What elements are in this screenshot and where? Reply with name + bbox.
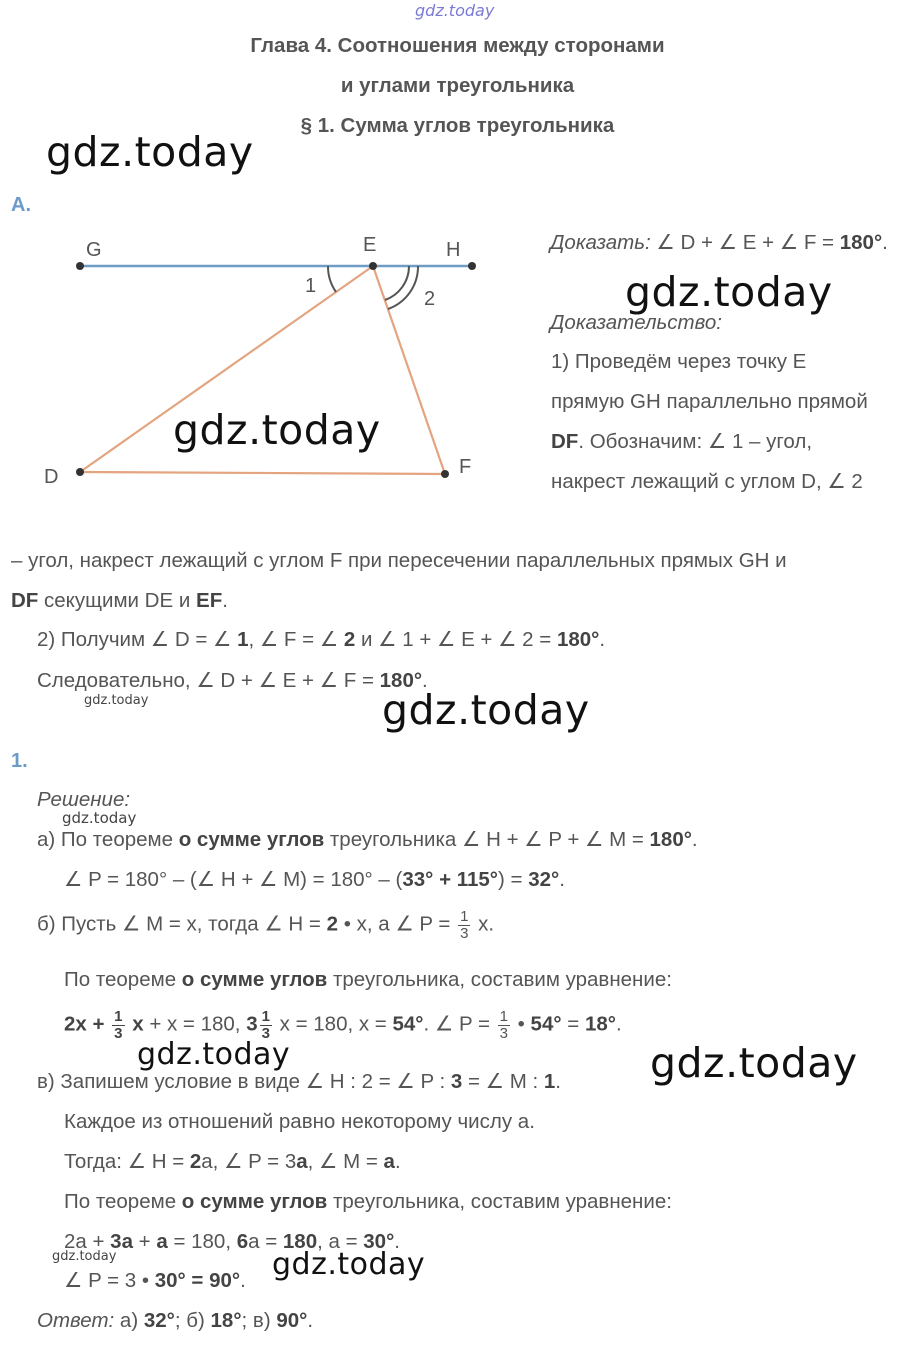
fraction-2: $\frac{1}{3}$ <box>261 1008 270 1042</box>
angle-2-arc-inner <box>385 266 409 300</box>
proof-line-3: DF. Обозначим: ∠ 1 – угол, <box>551 430 813 453</box>
fraction-3: $\frac{1}{3}$ <box>499 1008 508 1042</box>
proof-conclusion: Следовательно, ∠ D + ∠ E + ∠ F = 180°. <box>37 669 428 692</box>
fraction-one-third: $\frac{1}{3}$ <box>460 908 469 942</box>
solution-c-line3: Тогда: ∠ H = 2a, ∠ P = 3a, ∠ M = a. <box>64 1150 401 1173</box>
watermark-3: gdz.today <box>625 268 833 316</box>
label-h: H <box>446 239 461 261</box>
solution-a-line2: ∠ P = 180° – (∠ H + ∠ M) = 180° – (33° + 115°) = 32°. <box>64 868 565 891</box>
watermark-7: gdz.today <box>272 1247 426 1282</box>
label-f: F <box>459 456 472 478</box>
watermark-top: gdz.today <box>415 1 495 20</box>
prove-label: Доказать: <box>550 231 651 254</box>
proof-line-2: прямую GH параллельно прямой <box>551 390 868 413</box>
label-g: G <box>86 239 102 261</box>
fraction-1: $\frac{1}{3}$ <box>114 1008 123 1042</box>
label-angle-1: 1 <box>305 275 317 297</box>
proof-step-2: 2) Получим ∠ D = ∠ 1, ∠ F = ∠ 2 и ∠ 1 + ∠ E + ∠ 2 = 180°. <box>37 628 606 651</box>
proof-line-1: 1) Проведём через точку E <box>551 350 807 373</box>
point-h <box>468 262 476 270</box>
point-f <box>441 470 449 478</box>
solution-c-line4: По теореме о сумме углов треугольника, составим уравнение: <box>64 1190 672 1213</box>
watermark-4: gdz.today <box>382 686 590 734</box>
point-e <box>369 262 377 270</box>
solution-b-line2: По теореме о сумме углов треугольника, составим уравнение: <box>64 968 672 991</box>
watermark-small-3: gdz.today <box>52 1249 117 1264</box>
answer: Ответ: а) 32°; б) 18°; в) 90°. <box>37 1309 314 1332</box>
point-g <box>76 262 84 270</box>
side-df <box>80 472 445 474</box>
section-1-label: 1. <box>11 750 28 772</box>
solution-c-line5: 2a + 3a + a = 180, 6a = 180, a = 30°. <box>64 1230 400 1253</box>
proof-label: Доказательство: <box>550 311 722 334</box>
solution-a-line1: а) По теореме о сумме углов треугольника ∠ H + ∠ P + ∠ M = 180°. <box>37 828 698 851</box>
chapter-title-line2: и углами треугольника <box>340 74 575 97</box>
watermark-6: gdz.today <box>650 1039 858 1087</box>
solution-b-equation: 2x + $\frac{1}{3}$ x + x = 180, 3 $\frac{1}{3}$ x = 180, x = 54°. ∠ P = $\frac{1}{3}$ • 54° = 18°. <box>64 1008 622 1042</box>
watermark-5: gdz.today <box>137 1037 291 1072</box>
answer-label: Ответ: <box>37 1309 115 1332</box>
solution-c-line2: Каждое из отношений равно некоторому числу а. <box>64 1110 535 1133</box>
label-e: E <box>363 234 377 256</box>
proof-line-5: – угол, накрест лежащий с углом F при пересечении параллельных прямых GH и <box>11 549 787 572</box>
triangle-diagram <box>0 220 540 500</box>
watermark-small-2: gdz.today <box>62 809 137 827</box>
solution-c-line6: ∠ P = 3 • 30° = 90°. <box>64 1269 246 1292</box>
watermark-1: gdz.today <box>46 128 254 176</box>
label-angle-2: 2 <box>424 288 436 310</box>
watermark-2: gdz.today <box>173 406 381 454</box>
section-a-label: А. <box>11 194 31 216</box>
proof-line-4: накрест лежащий с углом D, ∠ 2 <box>551 470 863 493</box>
prove-statement: Доказать: ∠ D + ∠ E + ∠ F = 180°. <box>550 231 888 254</box>
solution-label: Решение: <box>37 788 131 811</box>
solution-b-line1: б) Пусть ∠ M = x, тогда ∠ H = 2 • x, а ∠ P = $\frac{1}{3}$ x. <box>37 908 495 942</box>
proof-line-6: DF секущими DE и EF. <box>11 589 228 612</box>
solution-c-line1: в) Запишем условие в виде ∠ H : 2 = ∠ P : 3 = ∠ M : 1. <box>37 1070 561 1093</box>
watermark-small-1: gdz.today <box>84 693 149 708</box>
angle-1-arc <box>328 266 336 292</box>
paragraph-title: § 1. Сумма углов треугольника <box>300 114 615 137</box>
point-d <box>76 468 84 476</box>
chapter-title-line1: Глава 4. Соотношения между сторонами <box>250 34 665 57</box>
label-d: D <box>44 466 59 488</box>
